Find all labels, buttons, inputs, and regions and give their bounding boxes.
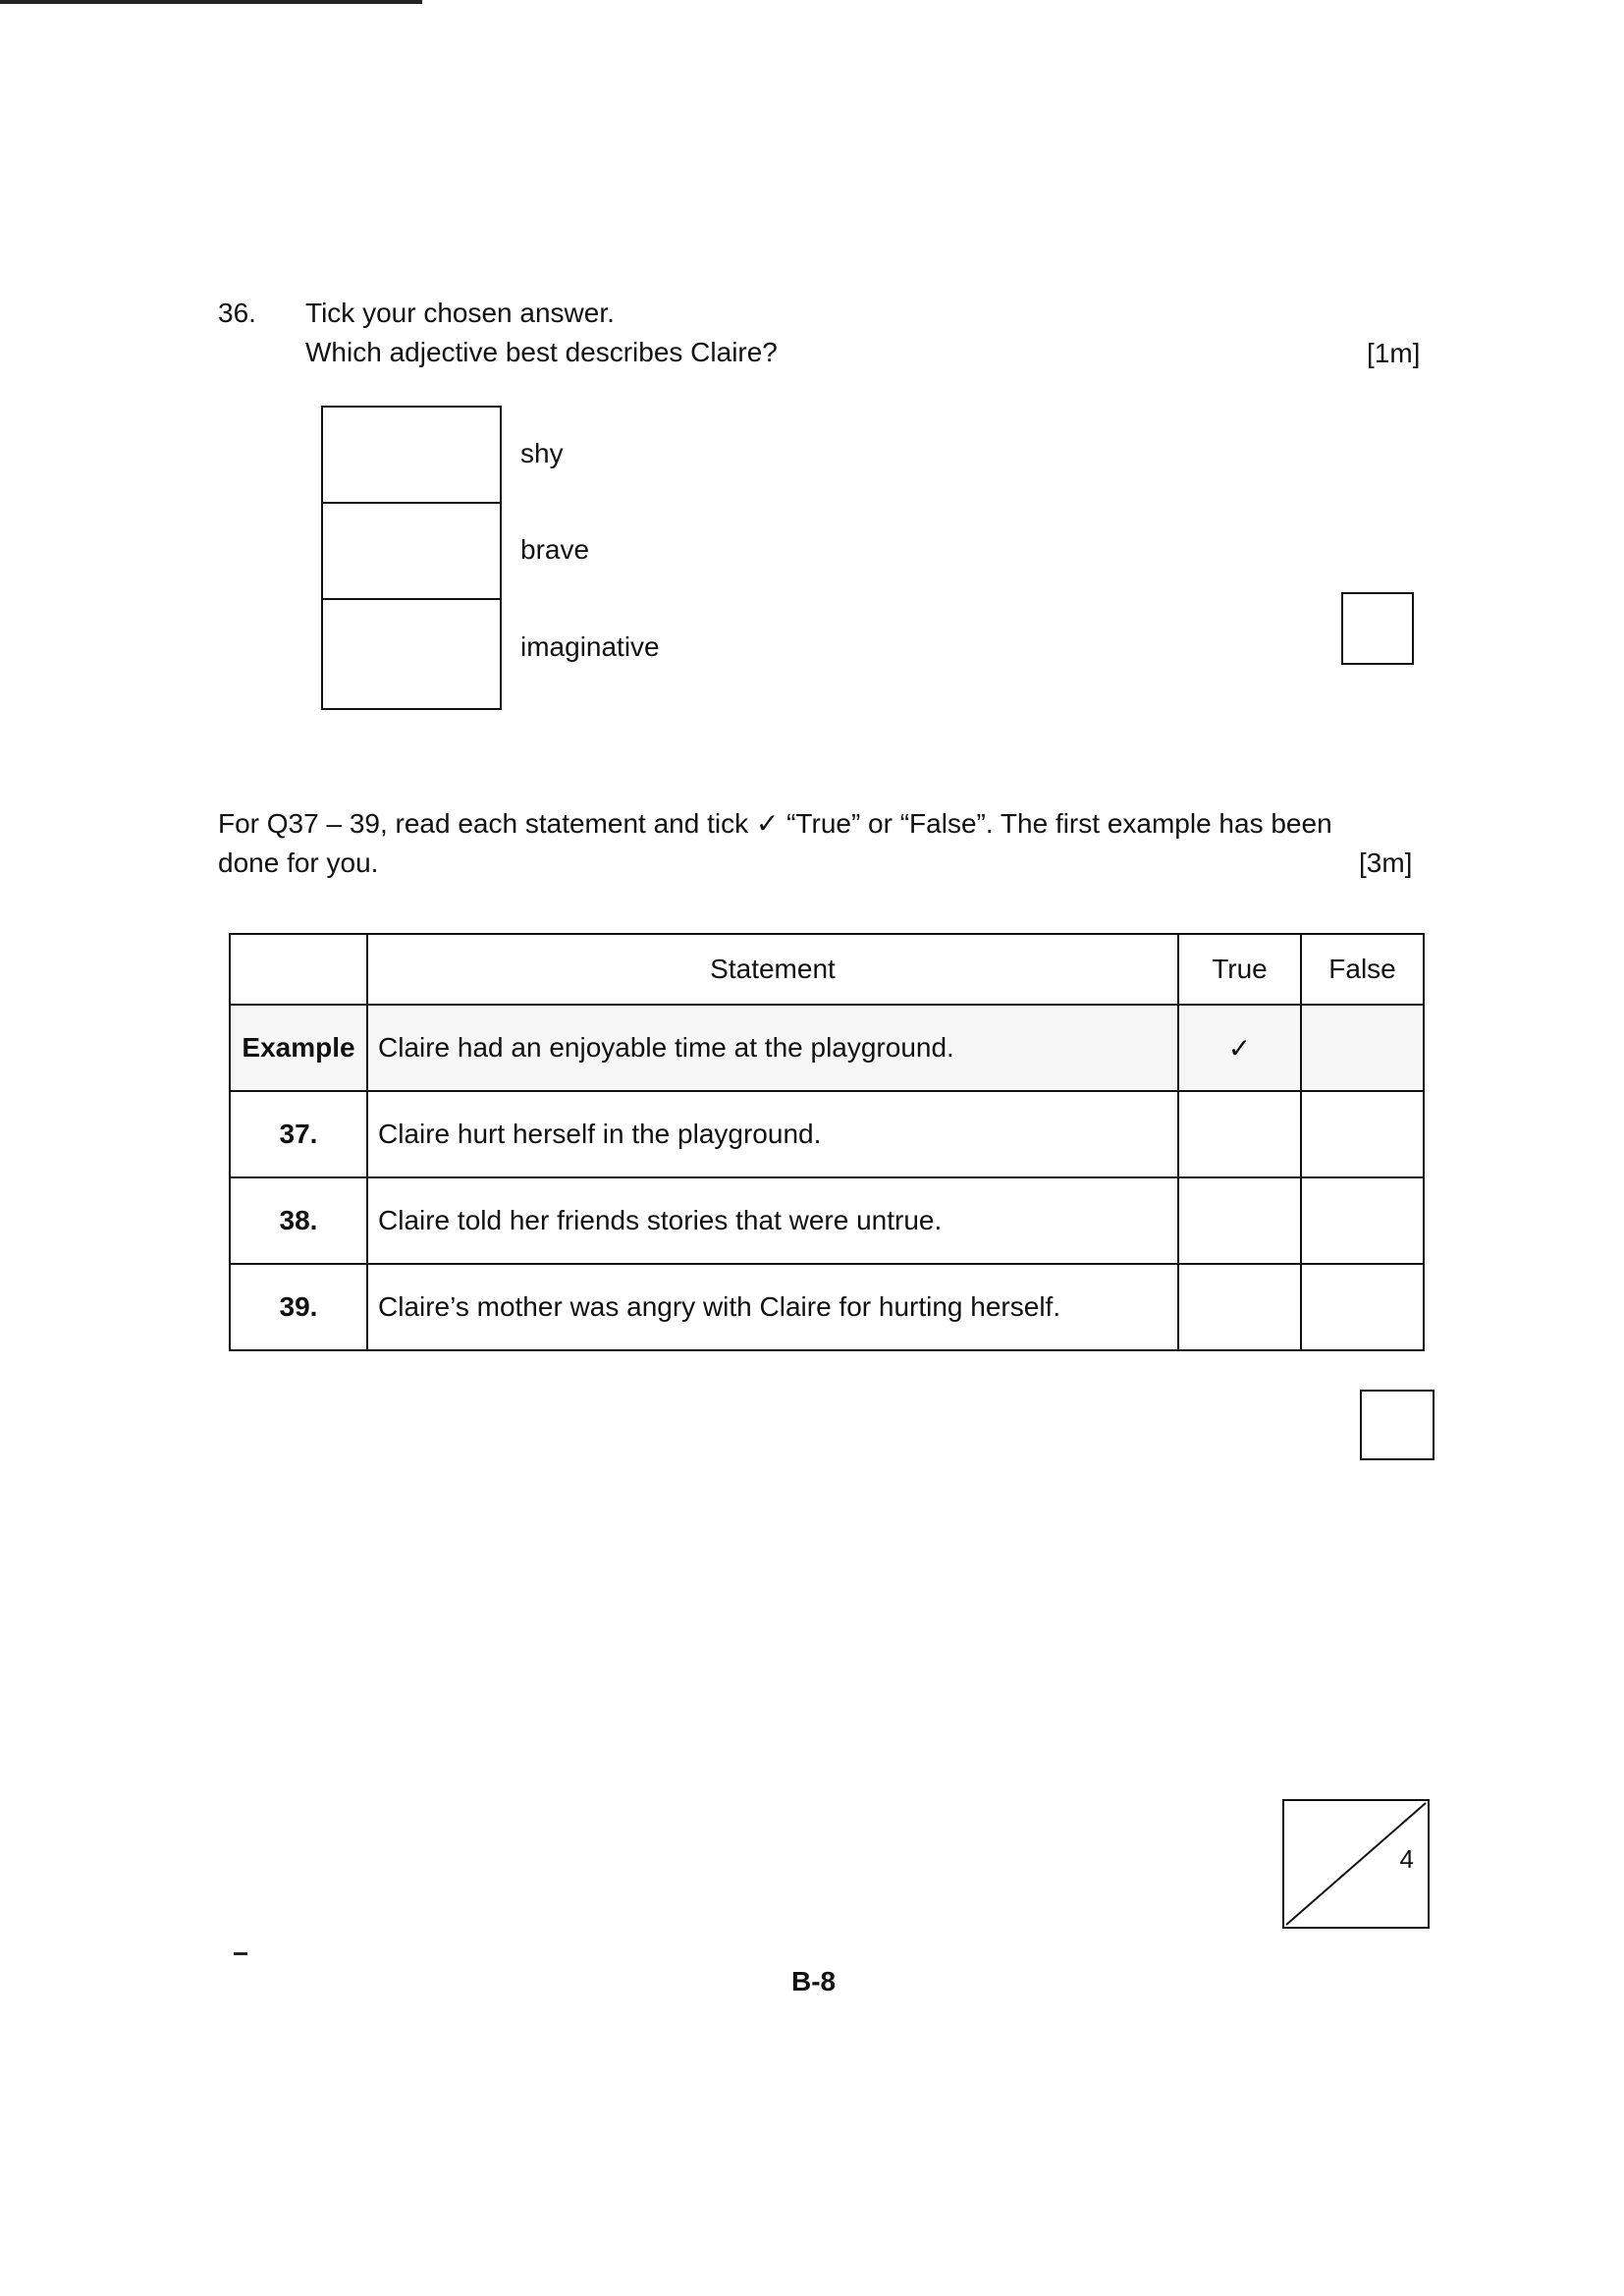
header-number bbox=[230, 934, 367, 1005]
true-false-instruction-cont: done for you. bbox=[218, 847, 379, 878]
question-36-marks: [1m] bbox=[1367, 338, 1421, 368]
checkmark-icon: ✓ bbox=[1178, 1005, 1301, 1091]
page-total-marks: 4 bbox=[1399, 1844, 1414, 1874]
true-cell[interactable] bbox=[1178, 1264, 1301, 1350]
false-cell bbox=[1301, 1005, 1424, 1091]
header-statement: Statement bbox=[367, 934, 1178, 1005]
answer-choices bbox=[321, 406, 502, 710]
page-number: B-8 bbox=[791, 1966, 837, 1996]
true-cell[interactable] bbox=[1178, 1091, 1301, 1177]
false-cell[interactable] bbox=[1301, 1177, 1424, 1264]
choice-label-brave: brave bbox=[520, 534, 590, 565]
header-true: True bbox=[1178, 934, 1301, 1005]
table-row-example bbox=[230, 1005, 1424, 1091]
false-cell[interactable] bbox=[1301, 1091, 1424, 1177]
table-row-38 bbox=[230, 1177, 1424, 1264]
score-box-q36[interactable] bbox=[1341, 592, 1414, 665]
table-row-39 bbox=[230, 1264, 1424, 1350]
choice-label-imaginative: imaginative bbox=[520, 631, 660, 662]
row-number: 37. bbox=[230, 1091, 367, 1177]
choice-box-brave[interactable] bbox=[323, 504, 500, 600]
choice-box-imaginative[interactable] bbox=[323, 600, 500, 696]
question-36-text: Which adjective best describes Claire? bbox=[305, 337, 778, 367]
score-box-q37-39[interactable] bbox=[1360, 1390, 1435, 1460]
margin-dash bbox=[234, 1952, 247, 1955]
row-statement: Claire’s mother was angry with Claire for hurting herself. bbox=[367, 1264, 1178, 1350]
row-statement: Claire hurt herself in the playground. bbox=[367, 1091, 1178, 1177]
row-number: 39. bbox=[230, 1264, 367, 1350]
choice-label-shy: shy bbox=[520, 438, 564, 468]
true-cell[interactable] bbox=[1178, 1177, 1301, 1264]
question-36-instruction: Tick your chosen answer. bbox=[305, 298, 615, 328]
true-false-marks: [3m] bbox=[1359, 847, 1413, 878]
page-total-box bbox=[1282, 1799, 1430, 1929]
header-false: False bbox=[1301, 934, 1424, 1005]
question-36-number: 36. bbox=[218, 298, 256, 328]
top-rule bbox=[0, 0, 422, 4]
choice-box-shy[interactable] bbox=[323, 408, 500, 504]
table-row-37 bbox=[230, 1091, 1424, 1177]
row-statement: Claire told her friends stories that were untrue. bbox=[367, 1177, 1178, 1264]
false-cell[interactable] bbox=[1301, 1264, 1424, 1350]
statement-table bbox=[229, 933, 1425, 1351]
true-false-instruction: For Q37 – 39, read each statement and tick ✓ “True” or “False”. The first example has been bbox=[218, 808, 1332, 839]
row-number: Example bbox=[230, 1005, 367, 1091]
row-statement: Claire had an enjoyable time at the playground. bbox=[367, 1005, 1178, 1091]
table-header-row bbox=[230, 934, 1424, 1005]
row-number: 38. bbox=[230, 1177, 367, 1264]
